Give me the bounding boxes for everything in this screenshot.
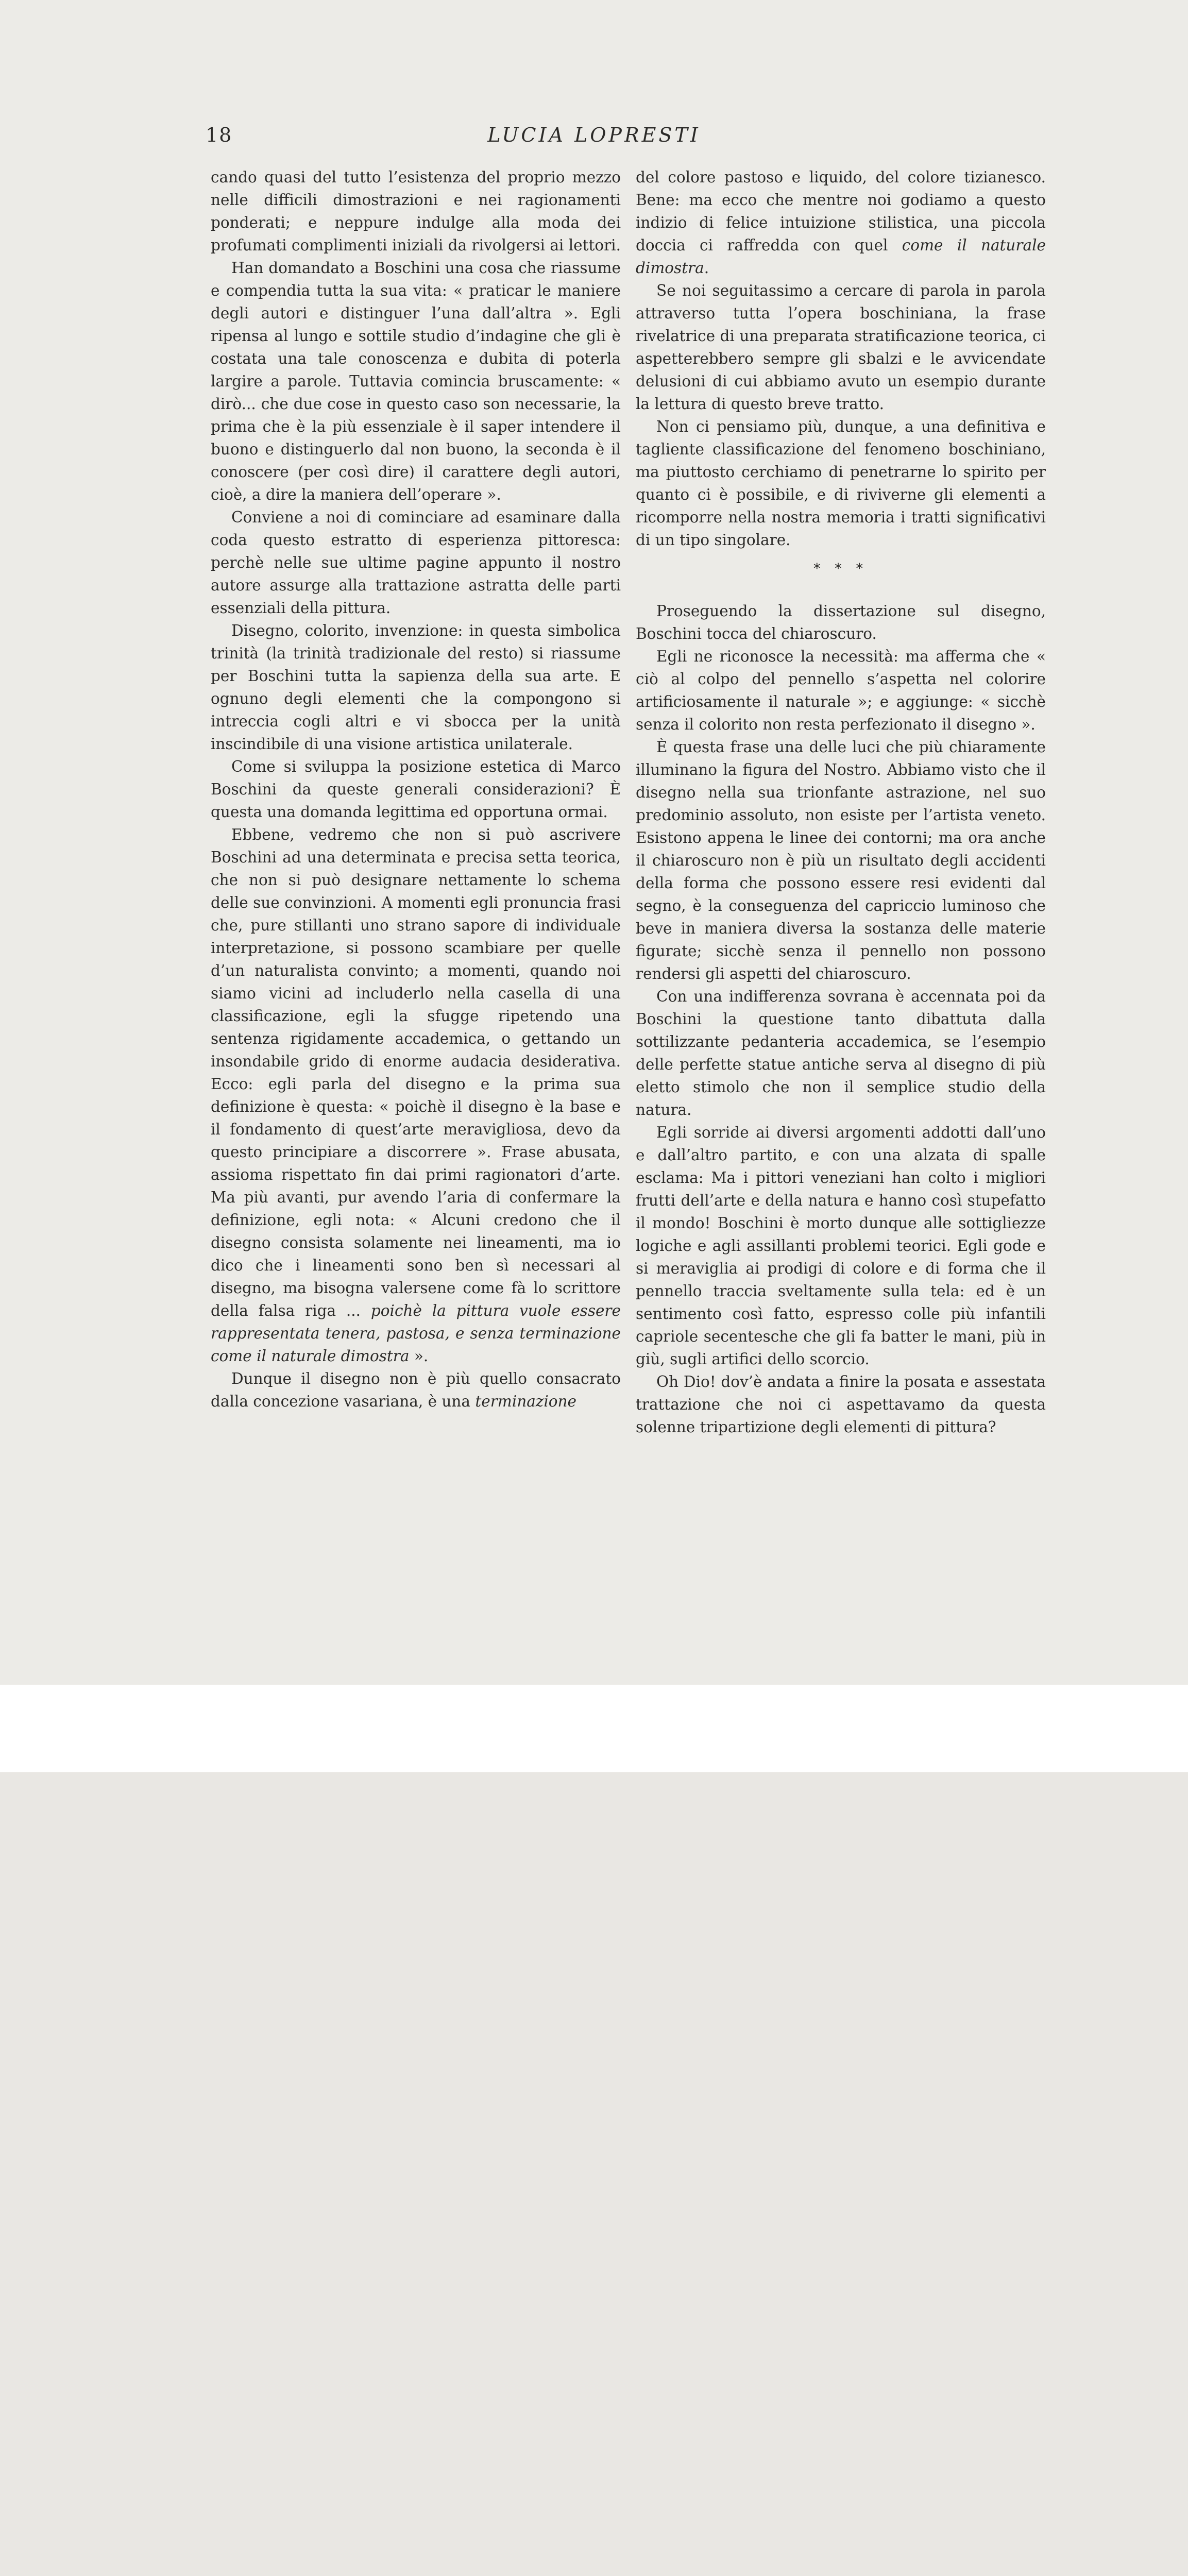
paragraph-text: Disegno, colorito, invenzione: in questa simbolica trinità (la trinità tradizionale del resto) si riassume per Boschini tutta la sapienza della sua arte. E ognuno degli elementi che la compongono si intreccia cogli altri e vi sbocca per la unità inscindibile di una visione artistica unilaterale. xyxy=(211,622,621,753)
italic-quotation: terminazione xyxy=(475,1393,576,1410)
italic-quotation: come il naturale dimostra xyxy=(636,236,1046,277)
paragraph-text: cando quasi del tutto l’esistenza del proprio mezzo nelle difficili dimostrazioni e nei ragionamenti ponderati; e neppure indulge alla moda dei profumati complimenti iniziali da rivolgersi ai lettori. xyxy=(211,168,621,254)
paragraph-text: Egli sorride ai diversi argomenti addotti dall’uno e dall’altro partito, e con una alzata di spalle esclama: Ma i pittori veneziani han colto i migliori frutti dell’arte e della natura e hanno così stupefatto il mondo! Boschini è morto dunque alle sottigliezze logiche e agli assillanti problemi teorici. Egli gode e si meraviglia ai prodigi di colore e di forma che il pennello traccia sveltamente sulla tela: ed è un sentimento così fatto, espresso colle più infantili capriole secentesche che gli fa batter le mani, più in giù, sugli artifici dello scorcio. xyxy=(636,1124,1046,1368)
viewer-footer xyxy=(0,1685,1188,1772)
left-text-column xyxy=(211,166,621,1413)
paragraph xyxy=(636,985,1046,1121)
paragraph xyxy=(211,257,621,506)
paragraph-text: È questa frase una delle luci che più chiaramente illuminano la figura del Nostro. Abbiamo visto che il disegno nella sua trionfante astrazione, nel suo predominio assoluto, non esiste per l’artista veneto. Esistono appena le linee dei contorni; ma ora anche il chiaroscuro non è più un risultato degli accidenti della forma che possono essere resi evidenti dal segno, è la conseguenza del capriccio luminoso che beve in maniera diversa la sostanza delle materie figurate; sicchè senza il pennello non possono rendersi gli aspetti del chiaroscuro. xyxy=(636,738,1046,982)
paragraph-text: Come si sviluppa la posizione estetica di Marco Boschini da queste generali considerazioni? È questa una domanda legittima ed opportuna ormai. xyxy=(211,758,621,821)
paragraph-text: Non ci pensiamo più, dunque, a una definitiva e tagliente classificazione del fenomeno boschiniano, ma piuttosto cerchiamo di penetrarne lo spirito per quanto ci è possibile, e di riviverne gli elementi a ricomporre nella nostra memoria i tratti significativi di un tipo singolare. xyxy=(636,418,1046,549)
running-title: LUCIA LOPRESTI xyxy=(487,124,701,146)
paragraph xyxy=(636,415,1046,551)
paragraph xyxy=(211,506,621,619)
paragraph xyxy=(211,166,621,257)
paragraph-text-tail: ». xyxy=(409,1347,429,1365)
paragraph xyxy=(636,645,1046,736)
italic-quotation: poichè la pittura vuole essere rappresentata tenera, pastosa, e senza terminazione come il naturale dimostra xyxy=(211,1302,621,1365)
right-text-column xyxy=(636,166,1046,1438)
paragraph-text: Oh Dio! dov’è andata a finire la posata e assestata trattazione che noi ci aspettavamo da questa solenne tripartizione degli elementi di pittura? xyxy=(636,1373,1046,1436)
paragraph-text: Dunque il disegno non è più quello consacrato dalla concezione vasariana, è una xyxy=(211,1370,621,1410)
paragraph xyxy=(636,166,1046,279)
paragraph-text: Conviene a noi di cominciare ad esaminare dalla coda questo estratto di esperienza pittoresca: perchè nelle sue ultime pagine appunto il nostro autore assurge alla trattazione astratta delle parti essenziali della pittura. xyxy=(211,509,621,617)
paragraph xyxy=(636,1121,1046,1370)
paragraph-text: Proseguendo la dissertazione sul disegno, Boschini tocca del chiaroscuro. xyxy=(636,602,1046,642)
paragraph-text: Han domandato a Boschini una cosa che riassume e compendia tutta la sua vita: « praticar le maniere degli autori e distinguer l’una dall’altra ». Egli ripensa al lungo e sottile studio d’indagine che gli è costata una tale conoscenza e dubita di poterla largire a parole. Tuttavia comincia bruscamente: « dirò... che due cose in questo caso son necessarie, la prima che è la più essenziale è il saper intendere il buono e distinguerlo dal non buono, la seconda è il conoscere (per così dire) il carattere degli autori, cioè, a dire la maniera dell’operare ». xyxy=(211,259,621,503)
paragraph xyxy=(211,619,621,755)
paragraph xyxy=(211,823,621,1367)
paragraph xyxy=(636,736,1046,985)
paragraph-text: del colore pastoso e liquido, del colore tizianesco. Bene: ma ecco che mentre noi godiamo a questo indizio di felice intuizione stilistica, una piccola doccia ci raffredda con quel xyxy=(636,168,1046,254)
paragraph xyxy=(636,1370,1046,1438)
paragraph-text-tail: . xyxy=(704,259,709,277)
paragraph-text: Ebbene, vedremo che non si può ascrivere Boschini ad una determinata e precisa setta teorica, che non si può designare nettamente lo schema delle sue convinzioni. A momenti egli pronuncia frasi che, pure stillanti uno strano sapore di individuale interpretazione, si possono scambiare per quelle d’un naturalista convinto; a momenti, quando noi siamo vicini ad includerlo nella casella di una classificazione, egli la sfugge ripetendo una sentenza rigidamente accademica, o gettando un insondabile grido di enorme audacia desiderativa. Ecco: egli parla del disegno e la prima sua definizione è questa: « poichè il disegno è la base e il fondamento di quest’arte meravigliosa, devo da questo principiare a discorrere ». Frase abusata, assioma rispettato fin dai primi ragionatori d’arte. Ma più avanti, pur avendo l’aria di confermare la definizione, egli nota: « Alcuni credono che il disegno consista solamente nei lineamenti, ma io dico che i lineamenti sono ben sì necessari al disegno, ma bisogna valersene come fà lo scrittore della falsa riga ... xyxy=(211,826,621,1319)
paragraph-text: * * * xyxy=(813,561,868,577)
paragraph-text: Con una indifferenza sovrana è accennata poi da Boschini la questione tanto dibattuta dalla sottilizzante pedanteria accademica, se l’esempio delle perfette statue antiche serva al disegno di più eletto stimolo che non il semplice studio della natura. xyxy=(636,988,1046,1118)
paragraph xyxy=(211,1367,621,1413)
paragraph-text: Se noi seguitassimo a cercare di parola in parola attraverso tutta l’opera boschiniana, la frase rivelatrice di una preparata stratificazione teorica, ci aspetterebbero sempre gli sbalzi e le avvicendate delusioni di cui abbiamo avuto un esempio durante la lettura di questo breve tratto. xyxy=(636,282,1046,413)
paragraph xyxy=(211,755,621,823)
paragraph xyxy=(636,279,1046,415)
paragraph xyxy=(636,600,1046,645)
section-break xyxy=(636,557,1046,580)
page-number: 18 xyxy=(206,124,233,146)
paragraph-text: Egli ne riconosce la necessità: ma afferma che « ciò al colpo del pennello s’aspetta nel colorire artificiosamente il naturale »; e aggiunge: « sicchè senza il colorito non resta perfezionato il disegno ». xyxy=(636,648,1046,733)
